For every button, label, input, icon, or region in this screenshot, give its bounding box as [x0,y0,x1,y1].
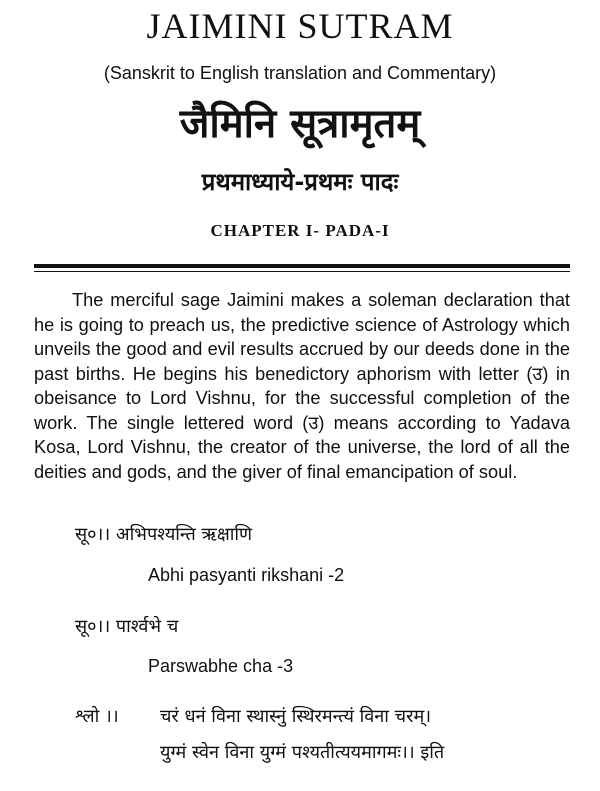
shloka-line: चरं धनं विना स्थास्नुं स्थिरमन्त्यं विना चरम्। [160,706,432,727]
chapter-heading: CHAPTER I- PADA-I [210,221,390,240]
shloka-label: श्लो ।। [75,706,119,727]
sutra-sanskrit: सू०।। पार्श्वभे च [75,616,179,637]
shloka-line: युग्मं स्वेन विना युग्मं पश्यतीत्ययमागमः।। इति [160,742,445,763]
sanskrit-title: जैमिनि सूत्रामृतम् [179,101,421,147]
page-title: JAIMINI SUTRAM [146,6,454,46]
sutra-transliteration: Abhi pasyanti rikshani -2 [148,565,345,585]
sutra-transliteration: Parswabhe cha -3 [148,656,294,676]
commentary-paragraph: The merciful sage Jaimini makes a soleman declaration that he is going to preach us, the predictive science of Astrology which unveils the good and evil results accrued by our deeds done in the past births. He begins his benedictory aphorism with letter (उ) in obeisance to Lord Vishnu, for the successful completion of the work. The single lettered word (उ) means according to Yadava Kosa, Lord Vishnu, the creator of the universe, the lord of all the deities and gods, and the giver of final emancipation of soul. [34,290,570,482]
divider-thick [34,264,570,268]
divider-thin [34,271,570,272]
page-subtitle: (Sanskrit to English translation and Commentary) [103,63,497,83]
sanskrit-subtitle: प्रथमाध्याये-प्रथमः पादः [201,168,399,196]
sutra-sanskrit: सू०।। अभिपश्यन्ति ऋक्षाणि [75,524,253,545]
